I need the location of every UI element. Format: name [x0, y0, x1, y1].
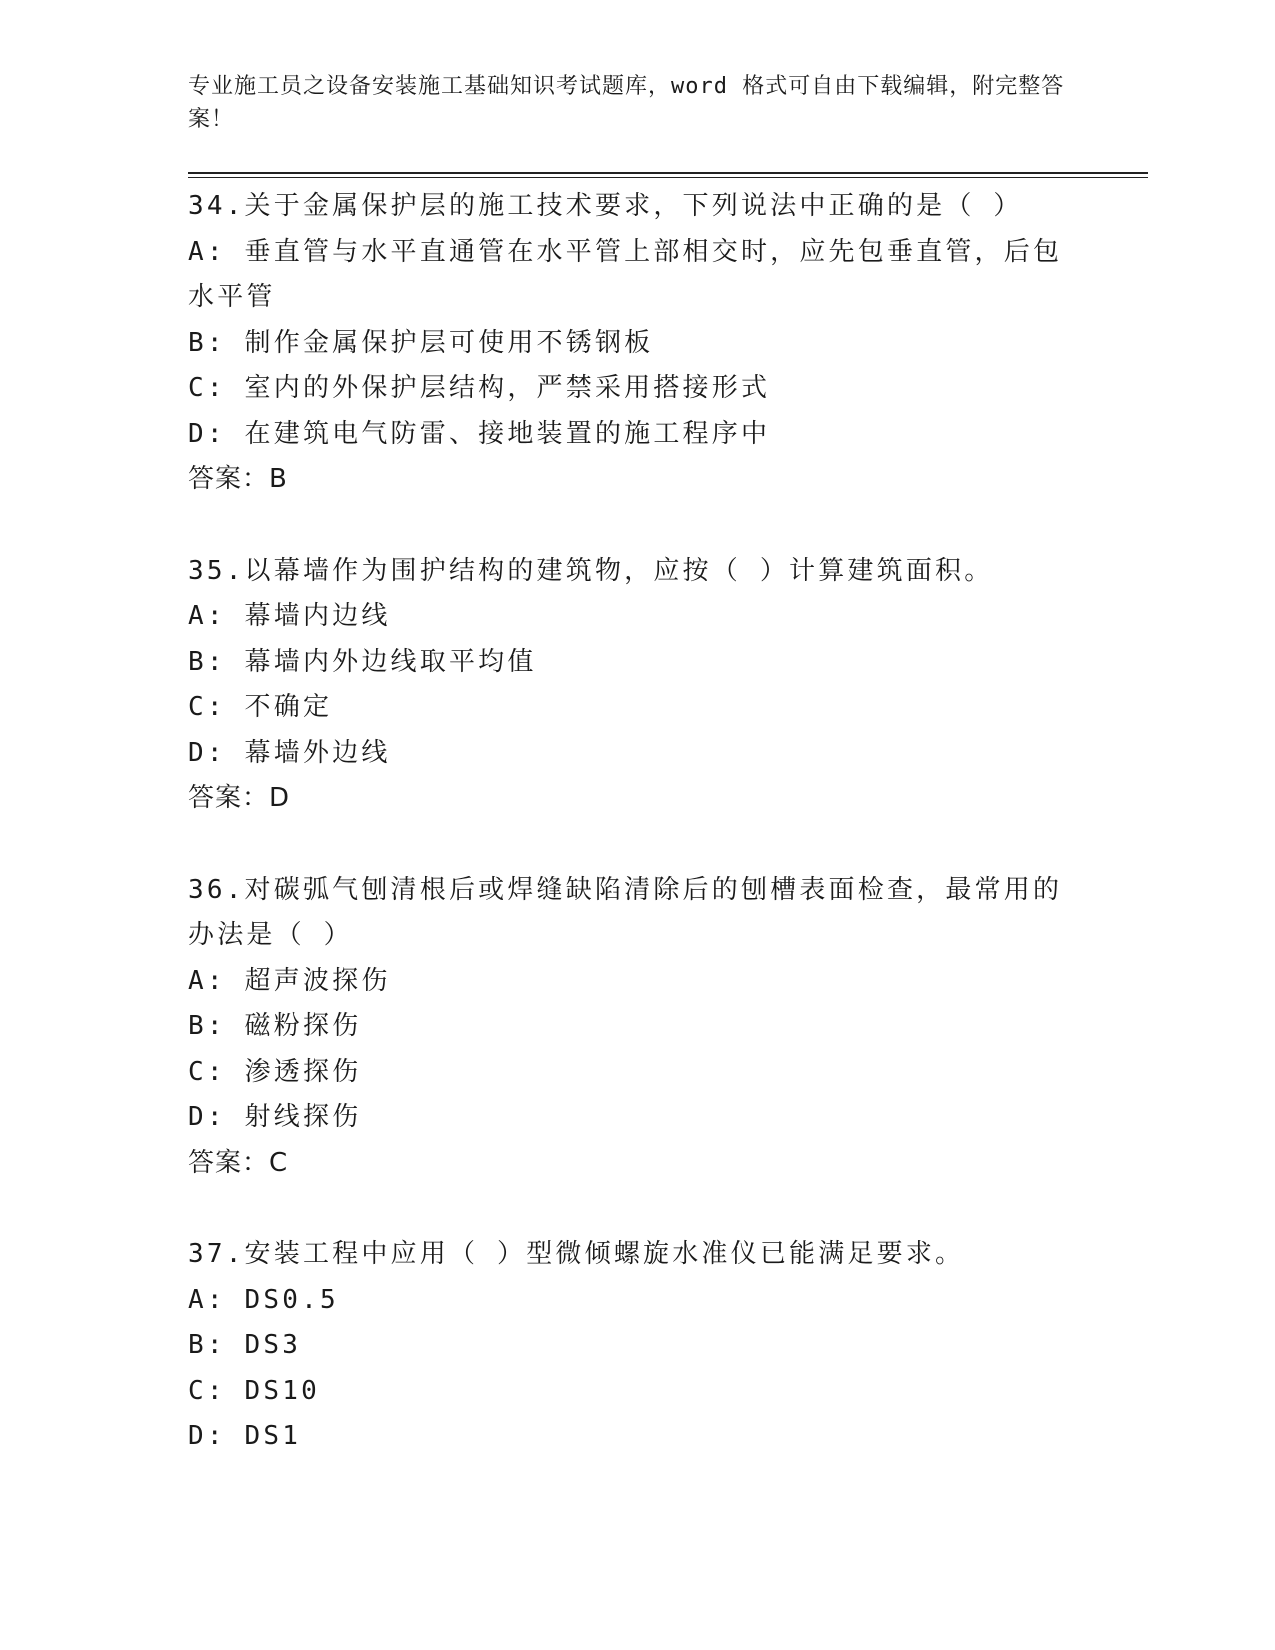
- question-36: [188, 868, 1148, 1187]
- answer: 答案：B: [188, 464, 288, 494]
- question-stem: 35.以幕墙作为围护结构的建筑物，应按（ ）计算建筑面积。: [188, 555, 994, 586]
- option-b: B: 制作金属保护层可使用不锈钢板: [188, 327, 654, 358]
- question-37: [188, 1232, 1148, 1460]
- option-d: D: 在建筑电气防雷、接地装置的施工程序中: [188, 418, 771, 449]
- document-header: 专业施工员之设备安装施工基础知识考试题库，word 格式可自由下载编辑，附完整答案！: [188, 74, 1065, 132]
- question-list: [188, 184, 1148, 1460]
- option-b: B: DS3: [188, 1330, 302, 1360]
- option-c: C: 渗透探伤: [188, 1056, 362, 1087]
- option-d: D: 幕墙外边线: [188, 737, 391, 768]
- option-c: C: 室内的外保护层结构，严禁采用搭接形式: [188, 373, 771, 403]
- document-page: [188, 70, 1148, 1506]
- question-stem: 36.对碳弧气刨清根后或焊缝缺陷清除后的刨槽表面检查，最常用的办法是（ ）: [188, 874, 1063, 950]
- option-a: A: 幕墙内边线: [188, 601, 391, 631]
- question-stem: 34.关于金属保护层的施工技术要求，下列说法中正确的是（ ）: [188, 191, 1023, 221]
- option-a: A: 超声波探伤: [188, 965, 391, 996]
- answer: 答案：C: [188, 1147, 289, 1178]
- header-divider: [188, 172, 1148, 178]
- question-stem: 37.安装工程中应用（ ）型微倾螺旋水准仪已能满足要求。: [188, 1239, 965, 1269]
- option-c: C: 不确定: [188, 692, 333, 722]
- question-35: [188, 549, 1148, 822]
- option-d: D: DS1: [188, 1421, 302, 1451]
- option-b: B: 幕墙内外边线取平均值: [188, 646, 537, 677]
- option-a: A: DS0.5: [188, 1284, 339, 1315]
- option-c: C: DS10: [188, 1375, 320, 1406]
- option-a: A: 垂直管与水平直通管在水平管上部相交时，应先包垂直管，后包水平管: [188, 236, 1063, 312]
- option-b: B: 磁粉探伤: [188, 1011, 362, 1041]
- option-d: D: 射线探伤: [188, 1102, 362, 1132]
- question-34: [188, 184, 1148, 503]
- answer: 答案：D: [188, 783, 291, 813]
